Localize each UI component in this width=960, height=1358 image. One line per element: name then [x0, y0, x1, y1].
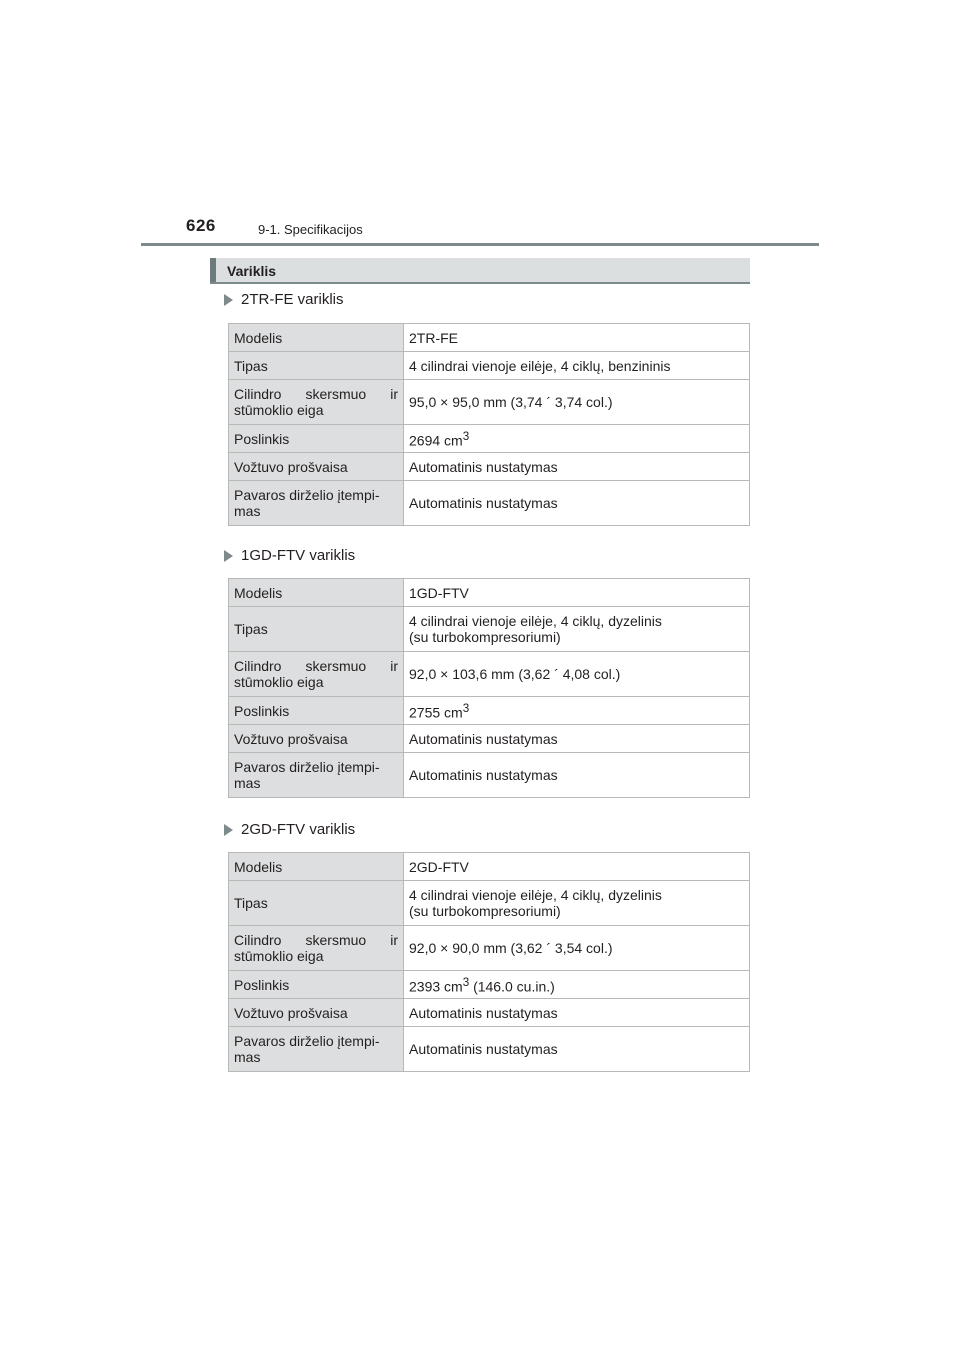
table-row [229, 697, 750, 725]
row-value: Automatinis nustatymas [404, 999, 750, 1027]
chapter-title: 9-1. Specifikacijos [258, 222, 363, 237]
table-row [229, 1027, 750, 1072]
row-value [404, 697, 750, 725]
table-row [229, 971, 750, 999]
row-value: 2GD-FTV [404, 853, 750, 881]
row-value: Automatinis nustatymas [404, 453, 750, 481]
table-row [229, 324, 750, 352]
table-row [229, 853, 750, 881]
engine-heading-2gd-ftv [224, 821, 355, 838]
engine-heading-label: 1GD-FTV variklis [241, 547, 356, 564]
row-label: Tipas [229, 881, 404, 926]
table-row [229, 453, 750, 481]
value-line-1: 4 cilindrai vienoje eilėje, 4 ciklų, dyzelinis [409, 887, 662, 903]
row-label [229, 753, 404, 798]
row-label: Cilindro skersmuo ir stūmoklio eiga [229, 380, 404, 425]
section-title: Variklis [227, 263, 277, 279]
value-superscript: 3 [462, 429, 470, 443]
row-value: Automatinis nustatymas [404, 753, 750, 798]
row-value [404, 425, 750, 453]
row-label: Vožtuvo prošvaisa [229, 999, 404, 1027]
section-heading [210, 258, 750, 284]
header-divider [141, 243, 819, 246]
row-label: Poslinkis [229, 425, 404, 453]
table-row [229, 607, 750, 652]
page-number: 626 [186, 216, 216, 235]
table-row [229, 753, 750, 798]
row-label [229, 1027, 404, 1072]
table-row [229, 926, 750, 971]
value-line-2: (su turbokompresoriumi) [409, 629, 561, 645]
row-value [404, 607, 750, 652]
table-row [229, 725, 750, 753]
table-row [229, 579, 750, 607]
row-label: Vožtuvo prošvaisa [229, 725, 404, 753]
section-heading-bar [210, 258, 216, 282]
value-main: 2393 cm [409, 978, 463, 995]
row-label: Tipas [229, 607, 404, 652]
row-value: 95,0 × 95,0 mm (3,74 ´ 3,74 col.) [404, 380, 750, 425]
row-value [404, 971, 750, 999]
spec-table-1gd-ftv [228, 578, 750, 798]
triangle-bullet-icon [224, 294, 233, 306]
row-label: Poslinkis [229, 971, 404, 999]
engine-heading-label: 2TR-FE variklis [241, 291, 344, 308]
row-label: Tipas [229, 352, 404, 380]
value-line-2: (su turbokompresoriumi) [409, 903, 561, 919]
table-row [229, 881, 750, 926]
label-line-2: mas [234, 503, 261, 519]
row-label [229, 481, 404, 526]
row-value: Automatinis nustatymas [404, 481, 750, 526]
label-line-2: mas [234, 1049, 261, 1065]
value-superscript: 3 [462, 701, 470, 715]
table-row [229, 652, 750, 697]
engine-heading-label: 2GD-FTV variklis [241, 821, 356, 838]
row-label: Cilindro skersmuo ir stūmoklio eiga [229, 926, 404, 971]
label-line-1: Pavaros dirželio įtempi- [234, 487, 380, 503]
row-label: Cilindro skersmuo ir stūmoklio eiga [229, 652, 404, 697]
row-value: Automatinis nustatymas [404, 1027, 750, 1072]
engine-heading-2tr-fe [224, 291, 344, 308]
value-main: 2755 cm [409, 704, 463, 721]
triangle-bullet-icon [224, 824, 233, 836]
table-row [229, 380, 750, 425]
row-label: Modelis [229, 853, 404, 881]
table-row [229, 425, 750, 453]
row-label: Modelis [229, 324, 404, 352]
row-label: Modelis [229, 579, 404, 607]
table-row [229, 352, 750, 380]
value-tail: (146.0 cu.in.) [469, 978, 555, 995]
label-line-1: Pavaros dirželio įtempi- [234, 1033, 380, 1049]
engine-heading-1gd-ftv [224, 547, 355, 564]
triangle-bullet-icon [224, 550, 233, 562]
row-value: 92,0 × 90,0 mm (3,62 ´ 3,54 col.) [404, 926, 750, 971]
label-line-2: mas [234, 775, 261, 791]
value-main: 2694 cm [409, 432, 463, 449]
row-value: Automatinis nustatymas [404, 725, 750, 753]
row-label: Poslinkis [229, 697, 404, 725]
row-value: 2TR-FE [404, 324, 750, 352]
spec-table-2tr-fe [228, 323, 750, 526]
row-value [404, 881, 750, 926]
table-row [229, 999, 750, 1027]
value-superscript: 3 [462, 975, 470, 989]
spec-table-2gd-ftv [228, 852, 750, 1072]
value-line-1: 4 cilindrai vienoje eilėje, 4 ciklų, dyzelinis [409, 613, 662, 629]
label-line-1: Pavaros dirželio įtempi- [234, 759, 380, 775]
row-value: 4 cilindrai vienoje eilėje, 4 ciklų, benzininis [404, 352, 750, 380]
row-value: 92,0 × 103,6 mm (3,62 ´ 4,08 col.) [404, 652, 750, 697]
row-label: Vožtuvo prošvaisa [229, 453, 404, 481]
row-value: 1GD-FTV [404, 579, 750, 607]
table-row [229, 481, 750, 526]
